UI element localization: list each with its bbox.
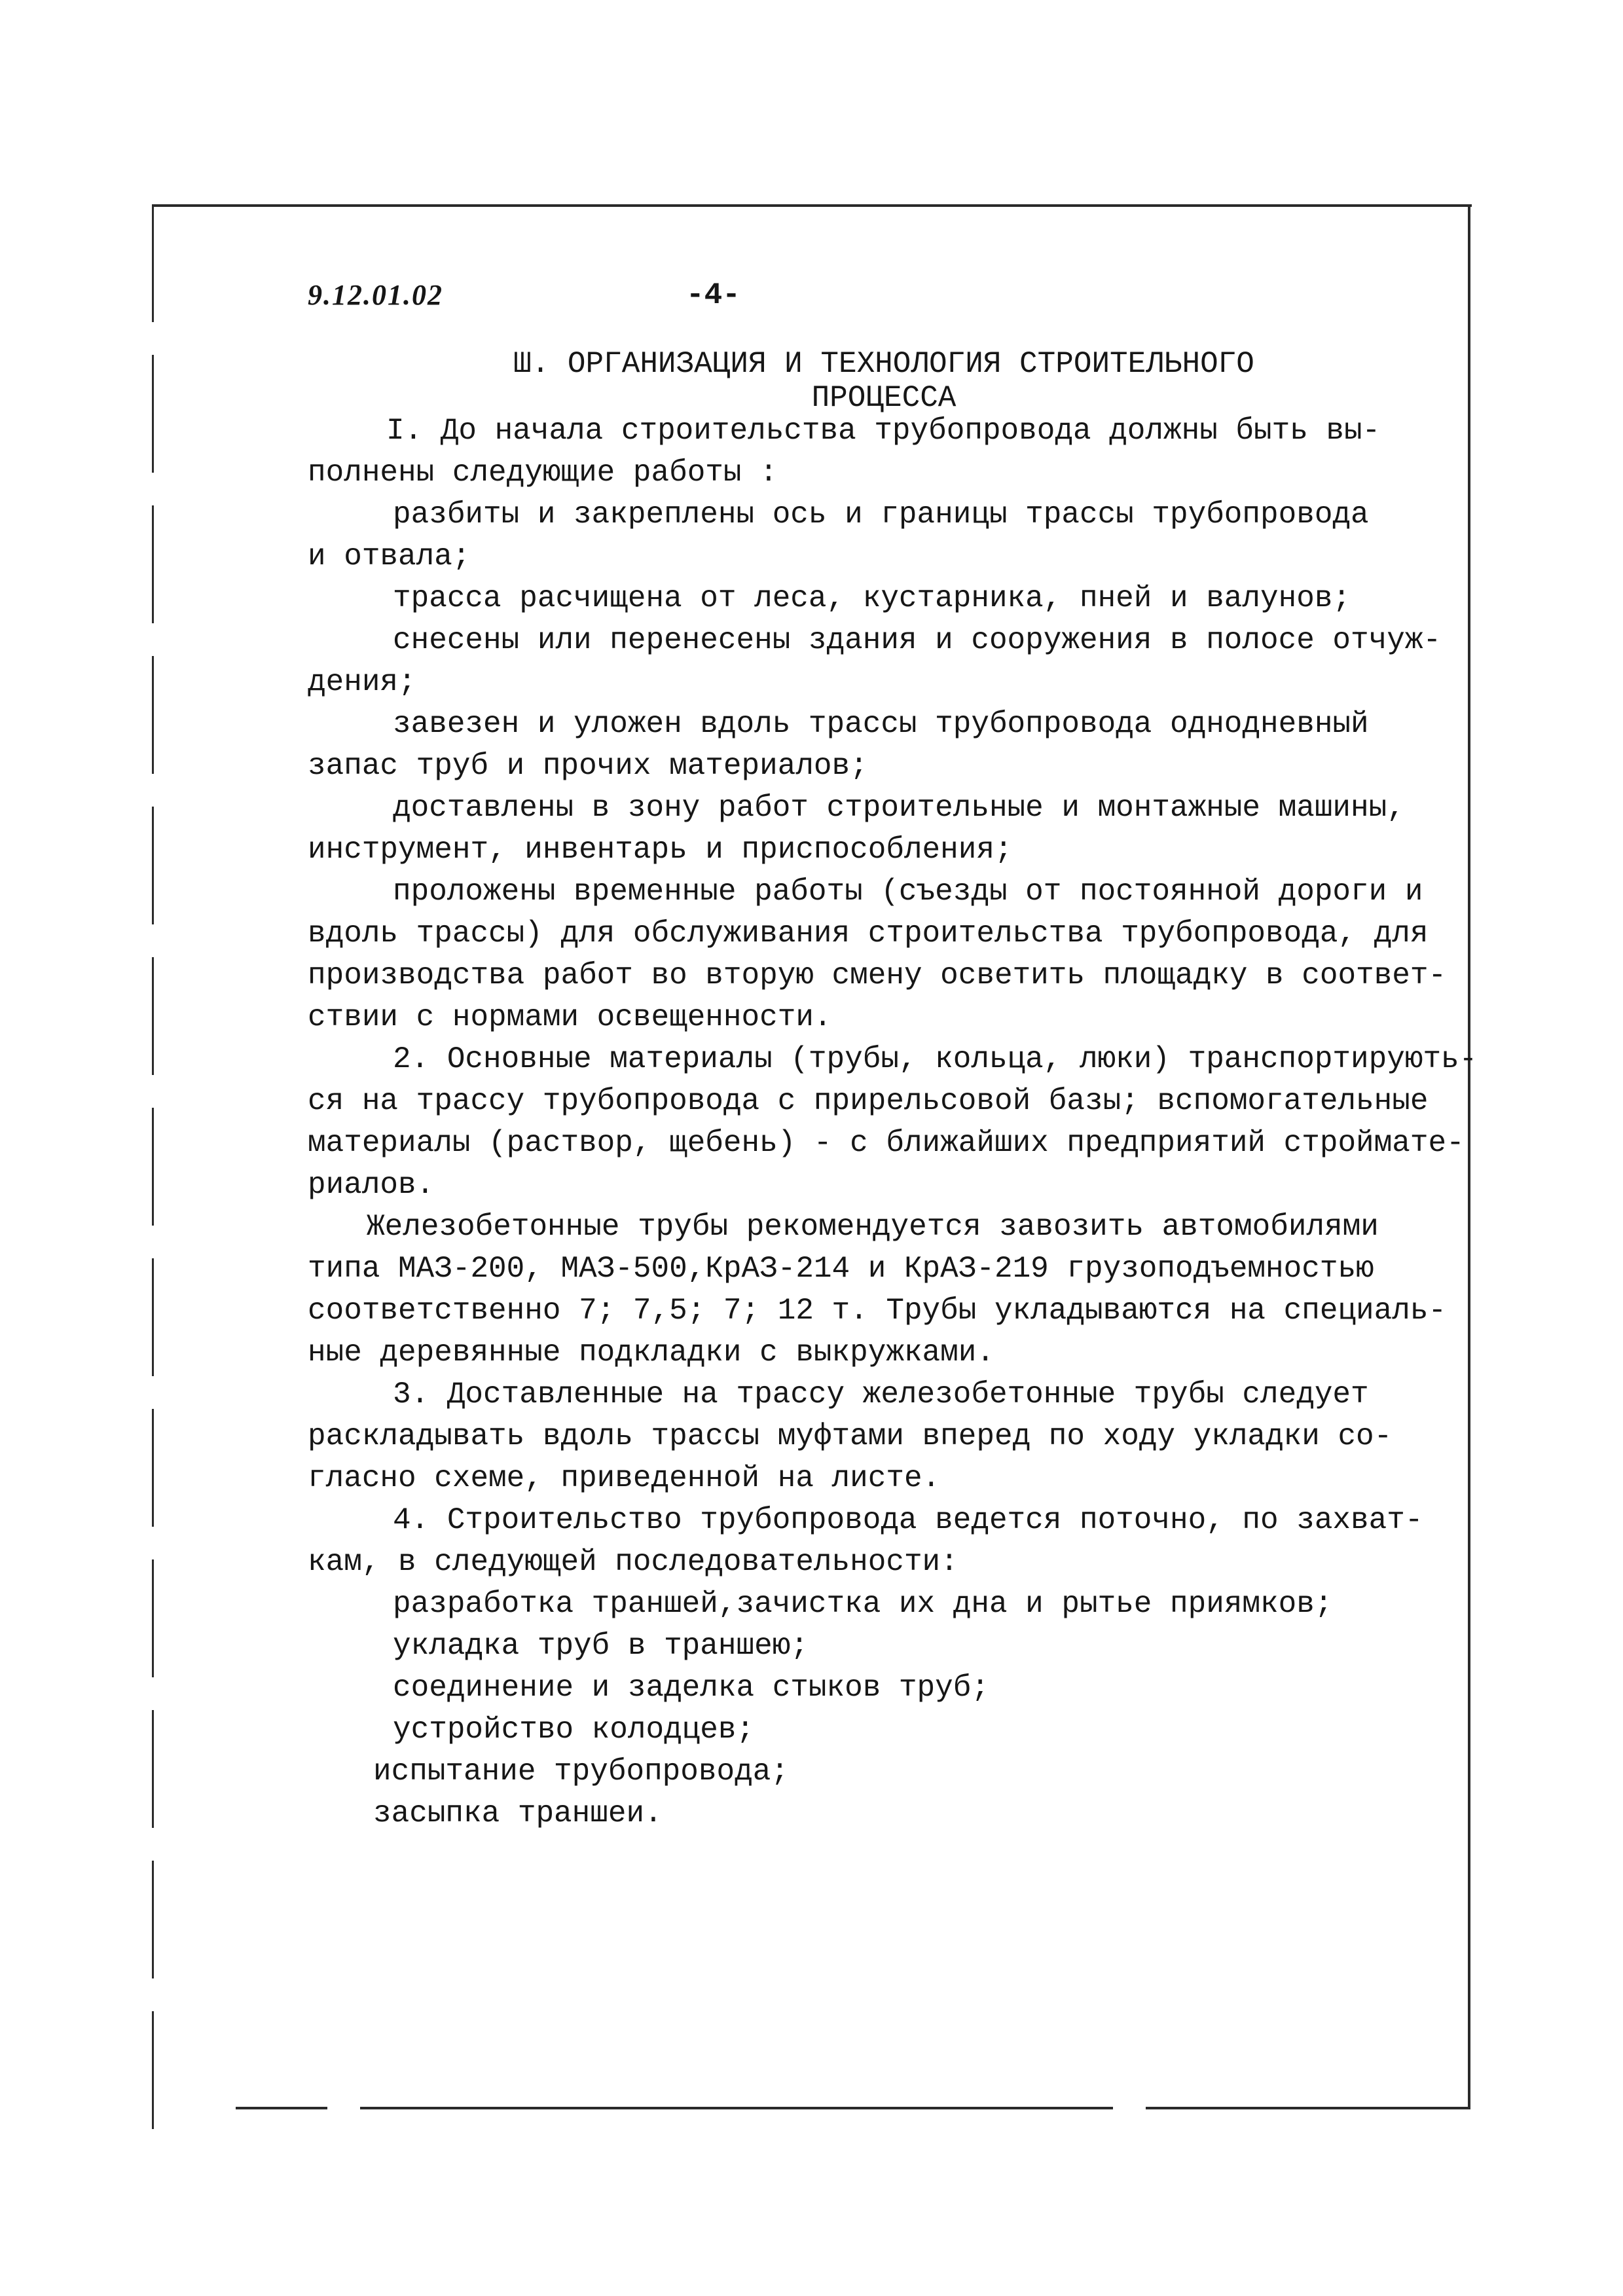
frame-border-left — [152, 204, 154, 2142]
text-line: гласно схеме, приведенной на листе. — [308, 1461, 941, 1495]
text-line: завезен и уложен вдоль трассы трубопровода однодневный — [393, 707, 1369, 741]
text-line: укладка труб в траншею; — [393, 1629, 809, 1663]
section-heading-line2: ПРОЦЕССА — [811, 381, 957, 415]
text-line: трасса расчищена от леса, кустарника, пней и валунов; — [393, 581, 1351, 615]
frame-border-bottom — [236, 2107, 1470, 2109]
text-line: снесены или перенесены здания и сооружения в полосе отчуж- — [393, 623, 1442, 657]
section-heading-line1: Ш. ОРГАНИЗАЦИЯ И ТЕХНОЛОГИЯ СТРОИТЕЛЬНОГО — [513, 347, 1254, 381]
text-line: дения; — [308, 665, 416, 699]
text-line: типа МАЗ-200, МАЗ-500,КрАЗ-214 и КрАЗ-219 грузоподъемностью — [308, 1252, 1374, 1286]
text-line: 2. Основные материалы (трубы, кольца, люки) транспортирують- — [393, 1042, 1478, 1076]
text-line: проложены временные работы (съезды от постоянной дороги и — [393, 875, 1423, 909]
document-code: 9.12.01.02 — [308, 279, 443, 311]
text-line: 4. Строительство трубопровода ведется поточно, по захват- — [393, 1503, 1423, 1537]
text-line: производства работ во вторую смену осветить площадку в соответ- — [308, 958, 1447, 993]
text-line: ствии с нормами освещенности. — [308, 1000, 832, 1034]
text-line: соединение и заделка стыков труб; — [393, 1671, 989, 1705]
text-line: раскладывать вдоль трассы муфтами вперед по ходу укладки со- — [308, 1419, 1393, 1453]
text-line: вдоль трассы) для обслуживания строительства трубопровода, для — [308, 917, 1429, 951]
text-line: кам, в следующей последовательности: — [308, 1545, 958, 1579]
text-line: запас труб и прочих материалов; — [308, 749, 868, 783]
text-line: Железобетонные трубы рекомендуется завозить автомобилями — [367, 1210, 1379, 1244]
frame-border-right — [1468, 204, 1470, 2109]
text-line: материалы (раствор, щебень) - с ближайших предприятий строймате- — [308, 1126, 1465, 1160]
text-line: разработка траншей,зачистка их дна и рытье приямков; — [393, 1587, 1333, 1621]
text-line: доставлены в зону работ строительные и монтажные машины, — [393, 791, 1405, 825]
text-line: ные деревянные подкладки с выкружками. — [308, 1336, 994, 1370]
text-line: ся на трассу трубопровода с прирельсовой базы; вспомогательные — [308, 1084, 1429, 1118]
section-heading — [458, 347, 1309, 415]
text-line: инструмент, инвентарь и приспособления; — [308, 833, 1013, 867]
text-line: соответственно 7; 7,5; 7; 12 т. Трубы укладываются на специаль- — [308, 1294, 1447, 1328]
text-line: испытание трубопровода; — [373, 1755, 789, 1789]
text-line: устройство колодцев; — [393, 1713, 755, 1747]
text-line: полнены следующие работы : — [308, 456, 778, 490]
text-line: и отвала; — [308, 539, 471, 574]
frame-border-top — [152, 204, 1472, 207]
text-line: I. До начала строительства трубопровода должны быть вы- — [386, 414, 1381, 448]
text-line: риалов. — [308, 1168, 435, 1202]
text-line: 3. Доставленные на трассу железобетонные трубы следует — [393, 1377, 1369, 1412]
text-line: засыпка траншеи. — [373, 1796, 663, 1831]
text-line: разбиты и закреплены ось и границы трассы трубопровода — [393, 498, 1369, 532]
page-number: -4- — [686, 278, 740, 312]
